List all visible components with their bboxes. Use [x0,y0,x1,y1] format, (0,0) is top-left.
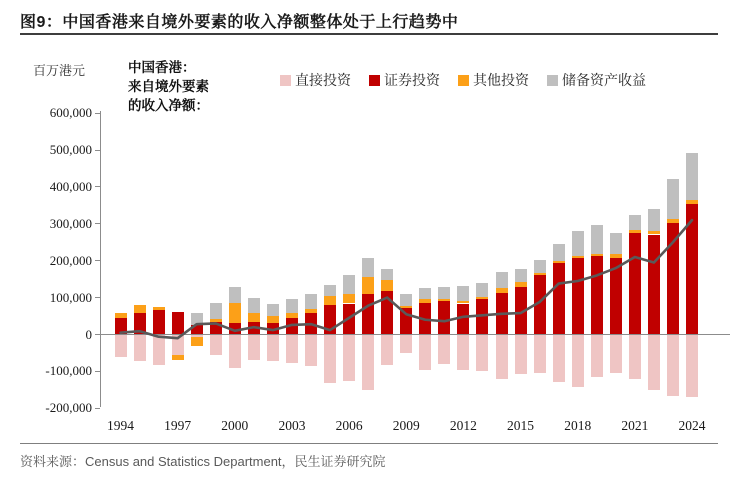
bar-segment-reserve-asset-income [381,269,393,280]
bar-segment-direct-investment [134,335,146,362]
chart-title: 图9：中国香港来自境外要素的收入净额整体处于上行趋势中 [20,14,459,31]
bar-segment-reserve-asset-income [343,275,355,294]
bar-segment-reserve-asset-income [591,225,603,253]
bar-segment-other-investment [134,305,146,314]
y-axis-label: 500,000 [49,142,92,157]
bar-segment-other-investment [667,219,679,222]
x-axis-label: 2018 [564,418,592,433]
bar-segment-other-investment [438,299,450,301]
bar-segment-direct-investment [496,335,508,380]
bar-segment-portfolio-investment [191,325,203,335]
bar-segment-reserve-asset-income [629,215,641,231]
bar-segment-other-investment [267,316,279,324]
bar-segment-other-investment [229,303,241,323]
y-axis-tick [95,408,100,409]
bar-segment-portfolio-investment [134,313,146,334]
bar-segment-other-investment [553,261,565,263]
legend-label-reserve-asset-income: 储备资产收益 [562,74,646,89]
bar-segment-direct-investment [648,335,660,390]
source-divider [20,443,718,444]
bar-segment-reserve-asset-income [457,286,469,301]
y-axis-tick [95,334,100,335]
bar-segment-reserve-asset-income [648,209,660,232]
bar-segment-other-investment [153,307,165,310]
bar-segment-other-investment [610,254,622,257]
y-axis-tick [95,297,100,298]
bar-segment-reserve-asset-income [324,285,336,295]
y-axis-tick [95,371,100,372]
bar-segment-portfolio-investment [553,263,565,335]
bar-segment-direct-investment [324,335,336,383]
x-axis-label: 2021 [621,418,649,433]
annotation-line-3: 的收入净额： [128,98,209,113]
x-axis-label: 2003 [278,418,306,433]
bar-segment-direct-investment [343,335,355,381]
bar-segment-portfolio-investment [438,301,450,334]
bar-segment-direct-investment [476,335,488,372]
bar-segment-reserve-asset-income [534,260,546,273]
bar-segment-reserve-asset-income [667,179,679,220]
bar-segment-reserve-asset-income [362,258,374,277]
bar-segment-portfolio-investment [591,256,603,334]
bar-segment-other-investment [286,313,298,317]
bar-segment-direct-investment [457,335,469,370]
bar-segment-direct-investment [610,335,622,374]
bar-segment-portfolio-investment [667,223,679,335]
bar-segment-other-investment [515,282,527,286]
bar-segment-other-investment [629,230,641,233]
x-axis-label: 2015 [507,418,535,433]
bar-segment-direct-investment [553,335,565,383]
bar-segment-direct-investment [305,335,317,366]
bar-segment-other-investment [362,277,374,295]
bar-segment-reserve-asset-income [400,294,412,305]
bar-segment-reserve-asset-income [229,287,241,304]
bar-segment-reserve-asset-income [267,304,279,316]
bar-segment-direct-investment [286,335,298,364]
bar-segment-reserve-asset-income [515,269,527,282]
bar-segment-other-investment [343,294,355,303]
bar-segment-other-investment [324,296,336,305]
y-axis-tick [95,186,100,187]
bar-segment-other-investment [572,256,584,259]
bar-segment-portfolio-investment [610,258,622,335]
x-axis-label: 2006 [335,418,363,433]
bar-segment-reserve-asset-income [496,272,508,288]
bar-segment-other-investment [305,309,317,313]
bar-segment-other-investment [496,288,508,293]
bar-segment-reserve-asset-income [553,244,565,261]
bar-segment-direct-investment [381,335,393,365]
bar-segment-portfolio-investment [476,299,488,334]
bar-segment-direct-investment [153,335,165,366]
bar-segment-other-investment [686,200,698,204]
y-axis-label: 0 [85,326,92,342]
x-axis-label: 2000 [221,418,249,433]
bar-segment-reserve-asset-income [419,288,431,299]
bar-segment-portfolio-investment [362,294,374,334]
bar-segment-portfolio-investment [267,323,279,334]
bar-segment-reserve-asset-income [610,233,622,254]
x-axis-label: 1997 [164,418,192,433]
bar-segment-other-investment [457,301,469,303]
annotation-line-1: 中国香港： [128,60,196,75]
y-axis-tick [95,223,100,224]
annotation-line-2: 来自境外要素 [128,79,209,94]
bar-segment-direct-investment [438,335,450,365]
bar-segment-portfolio-investment [686,204,698,335]
legend-label-direct-investment: 直接投资 [295,74,351,89]
bar-segment-reserve-asset-income [438,287,450,299]
bar-segment-direct-investment [362,335,374,390]
y-axis-label: 100,000 [49,289,92,305]
bar-segment-direct-investment [172,335,184,355]
y-axis-tick [95,150,100,151]
bar-segment-portfolio-investment [381,291,393,334]
bar-segment-portfolio-investment [153,310,165,334]
bar-segment-reserve-asset-income [248,298,260,313]
bar-segment-portfolio-investment [648,235,660,335]
bar-segment-reserve-asset-income [305,294,317,309]
x-axis-label: 2024 [678,418,706,433]
bar-segment-portfolio-investment [115,318,127,335]
bar-segment-portfolio-investment [343,304,355,335]
bar-segment-portfolio-investment [572,258,584,334]
x-axis-label: 1994 [107,418,134,433]
bar-segment-direct-investment [400,335,412,353]
bar-segment-portfolio-investment [629,233,641,334]
bar-segment-direct-investment [515,335,527,375]
bar-segment-direct-investment [248,335,260,361]
bar-segment-portfolio-investment [419,303,431,335]
bar-segment-portfolio-investment [515,287,527,335]
bar-segment-portfolio-investment [496,293,508,335]
bar-segment-other-investment [210,319,222,322]
bar-segment-other-investment [191,337,203,346]
y-axis-label: -100,000 [45,363,92,379]
source-note: 资料来源：Census and Statistics Department，民生证券研究院 [20,454,386,469]
x-axis-label: 2009 [392,418,420,433]
y-axis-unit-label: 百万港元 [33,63,86,78]
bar-segment-portfolio-investment [534,275,546,334]
bar-segment-other-investment [591,254,603,257]
bar-segment-reserve-asset-income [686,153,698,200]
bar-segment-direct-investment [210,335,222,355]
bar-segment-direct-investment [115,335,127,357]
bar-segment-other-investment [115,313,127,317]
bar-segment-reserve-asset-income [191,313,203,325]
bar-segment-portfolio-investment [210,322,222,335]
bar-segment-direct-investment [629,335,641,380]
bar-segment-other-investment [381,280,393,291]
bar-segment-other-investment [648,231,660,234]
bar-segment-portfolio-investment [457,304,469,335]
bar-segment-reserve-asset-income [286,299,298,313]
y-axis-label: 200,000 [49,252,92,268]
bar-segment-portfolio-investment [324,305,336,335]
bar-segment-reserve-asset-income [572,231,584,256]
x-axis-label: 2012 [449,418,477,433]
y-axis-tick [95,113,100,114]
bar-segment-portfolio-investment [400,308,412,334]
bar-segment-direct-investment [534,335,546,374]
bar-segment-other-investment [172,355,184,360]
bar-segment-direct-investment [419,335,431,370]
bar-segment-other-investment [534,273,546,276]
bar-segment-direct-investment [591,335,603,377]
y-axis-tick [95,260,100,261]
bar-segment-other-investment [419,299,431,302]
bar-segment-portfolio-investment [172,312,184,334]
bar-segment-direct-investment [572,335,584,387]
bar-segment-reserve-asset-income [476,283,488,297]
bar-segment-portfolio-investment [286,318,298,335]
y-axis-label: 400,000 [49,178,92,194]
legend-label-other-investment: 其他投资 [473,74,529,89]
y-axis-label: -200,000 [45,400,92,416]
bar-segment-direct-investment [667,335,679,397]
bar-segment-portfolio-investment [229,323,241,334]
bar-segment-portfolio-investment [248,322,260,334]
bar-segment-reserve-asset-income [210,303,222,319]
bar-segment-other-investment [400,306,412,309]
bar-segment-portfolio-investment [305,313,317,334]
bar-segment-direct-investment [229,335,241,369]
bar-segment-other-investment [476,297,488,299]
y-axis-label: 300,000 [49,215,92,231]
bar-segment-other-investment [248,313,260,322]
bar-segment-direct-investment [686,335,698,398]
y-axis-label: 600,000 [49,105,92,121]
legend-label-portfolio-investment: 证券投资 [384,74,440,89]
bar-segment-direct-investment [267,335,279,362]
